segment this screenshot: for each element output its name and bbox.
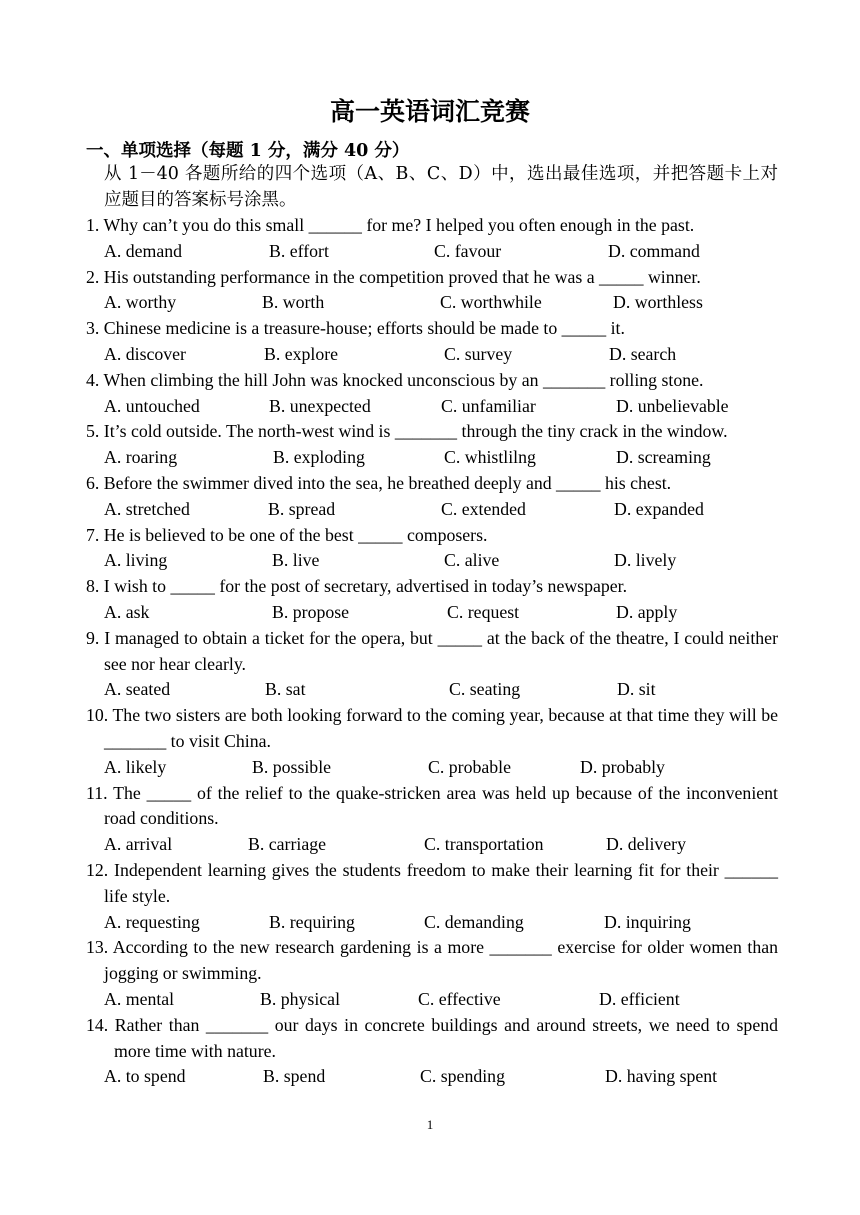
question-item: [86, 1013, 778, 1090]
section-instruction: 从 1－40 各题所给的四个选项（A、B、C、D）中，选出最佳选项，并把答题卡上对应题目的答案标号涂黑。: [104, 164, 778, 210]
option-d: D. inquiring: [604, 911, 691, 932]
option-d: D. screaming: [616, 447, 711, 468]
option-c: C. extended: [441, 498, 526, 519]
option-b: B. physical: [260, 988, 341, 1009]
option-b: B. unexpected: [269, 395, 371, 416]
option-row: [86, 987, 778, 1013]
option-c: C. survey: [444, 343, 513, 364]
option-d: D. expanded: [614, 498, 704, 519]
option-c: C. seating: [449, 679, 521, 700]
question-stem: 2. His outstanding performance in the competition proved that he was a _____ winner.: [86, 266, 701, 287]
option-b: B. spread: [268, 498, 336, 519]
question-stem: 8. I wish to _____ for the post of secretary, advertised in today’s newspaper.: [86, 576, 628, 597]
option-b: B. propose: [272, 601, 350, 622]
option-row: [86, 497, 778, 523]
option-row: [86, 910, 778, 936]
question-stem: 12. Independent learning gives the students freedom to make their learning fit for their ______ life style.: [86, 859, 778, 906]
question-item: [86, 574, 778, 626]
question-item: [86, 523, 778, 575]
option-row: [86, 600, 778, 626]
option-b: B. effort: [269, 240, 329, 261]
question-item: [86, 781, 778, 858]
option-row: [86, 239, 778, 265]
question-stem: 5. It’s cold outside. The north-west wind is _______ through the tiny crack in the window.: [86, 421, 728, 442]
option-a: A. worthy: [104, 292, 177, 313]
option-a: A. living: [104, 550, 168, 571]
option-row: [86, 1064, 778, 1090]
option-d: D. unbelievable: [616, 395, 729, 416]
option-a: A. demand: [104, 240, 183, 261]
question-stem: 9. I managed to obtain a ticket for the opera, but _____ at the back of the theatre, I could neither see nor hear clearly.: [86, 627, 778, 674]
option-b: B. explore: [264, 343, 339, 364]
exam-title: 高一英语词汇竞赛: [329, 97, 530, 126]
option-b: B. exploding: [273, 447, 365, 468]
option-c: C. favour: [434, 240, 502, 261]
option-b: B. live: [272, 550, 320, 571]
question-stem: 6. Before the swimmer dived into the sea, he breathed deeply and _____ his chest.: [86, 472, 672, 493]
question-item: [86, 368, 778, 420]
section-heading: 一、单项选择（每题 1 分，满分 40 分）: [86, 141, 410, 161]
question-item: [86, 213, 778, 265]
question-stem: 14. Rather than _______ our days in concrete buildings and around streets, we need to spend more time with nature.: [86, 1014, 778, 1061]
question-item: [86, 703, 778, 780]
question-item: [86, 935, 778, 1012]
question-stem: 11. The _____ of the relief to the quake-stricken area was held up because of the inconvenient road conditions.: [86, 782, 778, 829]
option-d: D. lively: [614, 550, 677, 571]
option-a: A. mental: [104, 988, 175, 1009]
option-d: D. apply: [616, 601, 678, 622]
option-c: C. effective: [418, 988, 501, 1009]
option-c: C. whistlilng: [444, 447, 536, 468]
option-a: A. roaring: [104, 447, 178, 468]
option-d: D. probably: [580, 756, 665, 777]
option-b: B. spend: [263, 1066, 326, 1087]
option-d: D. having spent: [605, 1066, 718, 1087]
option-c: C. unfamiliar: [441, 395, 536, 416]
option-row: [86, 394, 778, 420]
option-b: B. worth: [262, 292, 325, 313]
question-stem: 3. Chinese medicine is a treasure-house; efforts should be made to _____ it.: [86, 318, 625, 339]
option-c: C. spending: [420, 1066, 505, 1087]
option-d: D. command: [608, 240, 700, 261]
option-c: C. worthwhile: [440, 292, 542, 313]
option-c: C. alive: [444, 550, 500, 571]
option-d: D. delivery: [606, 834, 686, 855]
option-c: C. demanding: [424, 911, 524, 932]
option-c: C. request: [447, 601, 520, 622]
option-a: A. arrival: [104, 834, 173, 855]
question-item: [86, 626, 778, 703]
option-row: [86, 342, 778, 368]
option-a: A. seated: [104, 679, 171, 700]
option-row: [86, 290, 778, 316]
option-row: [86, 445, 778, 471]
question-item: [86, 419, 778, 471]
option-a: A. ask: [104, 601, 150, 622]
question-stem: 13. According to the new research gardening is a more _______ exercise for older women than jogging or swimming.: [86, 937, 778, 984]
option-row: [86, 677, 778, 703]
option-a: A. discover: [104, 343, 186, 364]
page-number: 1: [426, 1117, 434, 1132]
question-item: [86, 858, 778, 935]
option-b: B. requiring: [269, 911, 355, 932]
option-b: B. sat: [265, 679, 306, 700]
question-item: [86, 471, 778, 523]
option-c: C. transportation: [424, 834, 544, 855]
option-d: D. sit: [617, 679, 656, 700]
option-d: D. search: [609, 343, 677, 364]
question-stem: 10. The two sisters are both looking forward to the coming year, because at that time they will be _______ to visit China.: [86, 705, 778, 751]
question-list: [86, 213, 778, 1090]
option-row: [86, 832, 778, 858]
option-row: [86, 755, 778, 781]
question-item: [86, 316, 778, 368]
question-item: [86, 265, 778, 317]
option-a: A. to spend: [104, 1066, 186, 1087]
option-d: D. worthless: [613, 292, 703, 313]
option-a: A. requesting: [104, 911, 200, 932]
option-a: A. untouched: [104, 395, 200, 416]
question-stem: 4. When climbing the hill John was knocked unconscious by an _______ rolling stone.: [86, 369, 704, 390]
option-a: A. stretched: [104, 498, 190, 519]
option-b: B. possible: [252, 756, 332, 777]
option-c: C. probable: [428, 756, 511, 777]
option-b: B. carriage: [248, 834, 326, 855]
option-row: [86, 548, 778, 574]
question-stem: 1. Why can’t you do this small ______ for me? I helped you often enough in the past.: [86, 215, 695, 235]
question-stem: 7. He is believed to be one of the best _____ composers.: [86, 524, 488, 545]
option-a: A. likely: [104, 756, 167, 777]
option-d: D. efficient: [599, 988, 680, 1009]
